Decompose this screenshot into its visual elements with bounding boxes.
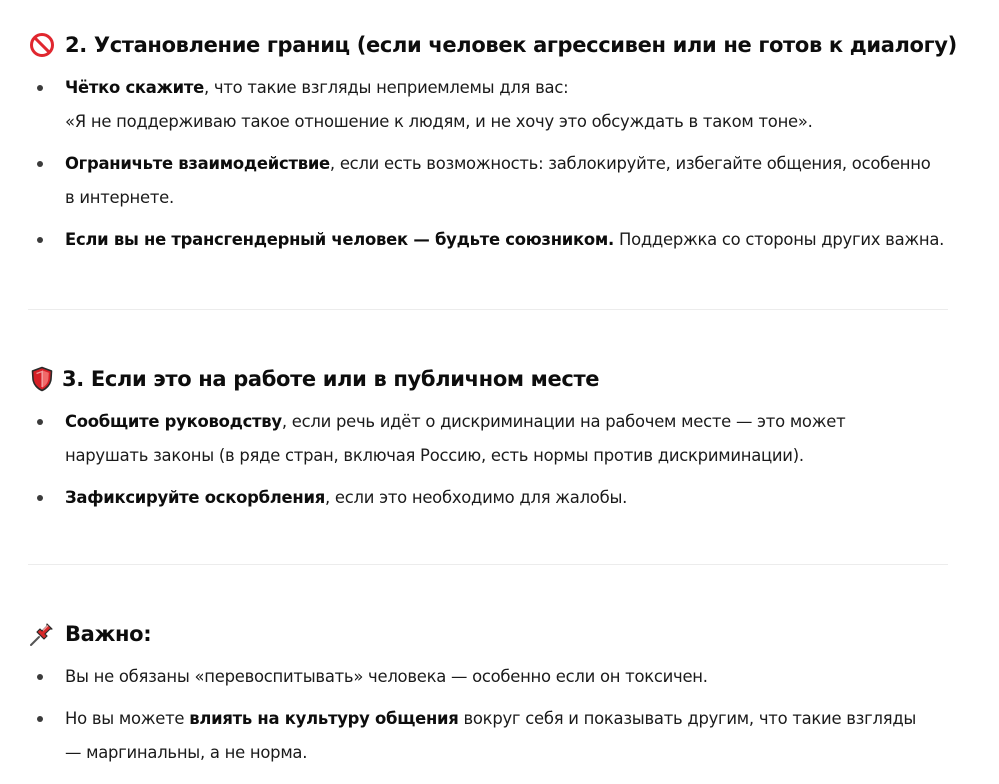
- section-divider: [28, 309, 948, 310]
- section-heading: [28, 365, 958, 393]
- item-text: Вы не обязаны «перевоспитывать» человека — особенно если он токсичен.: [65, 667, 708, 686]
- list-item: [28, 147, 958, 215]
- section-list: [28, 405, 958, 515]
- bullet: [37, 674, 43, 680]
- bullet: [37, 716, 43, 722]
- item-text-line2: в интернете.: [65, 188, 174, 207]
- item-bold: Зафиксируйте оскорбления: [65, 488, 325, 507]
- list-item: [28, 481, 958, 515]
- item-text: , если это необходимо для жалобы.: [325, 488, 628, 507]
- shield-icon: [28, 365, 56, 393]
- list-item: [28, 223, 958, 257]
- list-item: [28, 660, 958, 694]
- section-divider: [28, 564, 948, 565]
- item-text: Поддержка со стороны других важна.: [614, 230, 945, 249]
- item-text: , что такие взгляды неприемлемы для вас:: [204, 78, 569, 97]
- prohibited-icon: [28, 31, 56, 59]
- section-heading-text: Важно:: [65, 622, 152, 646]
- list-item: [28, 405, 958, 473]
- section-list: [28, 660, 958, 770]
- section-important: [28, 620, 958, 778]
- list-item: [28, 71, 958, 139]
- bullet: [37, 237, 43, 243]
- bullet: [37, 419, 43, 425]
- item-text-line2: — маргинальны, а не норма.: [65, 743, 308, 762]
- item-text: , если есть возможность: заблокируйте, избегайте общения, особенно: [329, 154, 931, 173]
- item-bold: Сообщите руководству: [65, 412, 282, 431]
- pushpin-icon: [28, 620, 56, 648]
- section-heading-text: 3. Если это на работе или в публичном месте: [62, 367, 600, 391]
- section-heading: [28, 620, 958, 648]
- item-bold: Ограничьте взаимодействие: [65, 154, 330, 173]
- item-bold: влиять на культуру общения: [189, 709, 459, 728]
- bullet: [37, 495, 43, 501]
- section-heading: [28, 31, 958, 59]
- bullet: [37, 85, 43, 91]
- item-text-pre: Но вы можете: [65, 709, 190, 728]
- item-bold: Если вы не трансгендерный человек — будьте союзником.: [65, 230, 615, 249]
- item-text-line2: «Я не поддерживаю такое отношение к людям, и не хочу это обсуждать в таком тоне».: [65, 112, 813, 131]
- item-text: , если речь идёт о дискриминации на рабочем месте — это может: [281, 412, 846, 431]
- item-bold: Чётко скажите: [65, 78, 205, 97]
- section-boundaries: [28, 31, 958, 265]
- item-text-line2: нарушать законы (в ряде стран, включая Россию, есть нормы против дискриминации).: [65, 446, 804, 465]
- bullet: [37, 161, 43, 167]
- section-work: [28, 365, 958, 523]
- item-text: вокруг себя и показывать другим, что такие взгляды: [458, 709, 917, 728]
- list-item: [28, 702, 958, 770]
- section-heading-text: 2. Установление границ (если человек агрессивен или не готов к диалогу): [65, 33, 957, 57]
- section-list: [28, 71, 958, 257]
